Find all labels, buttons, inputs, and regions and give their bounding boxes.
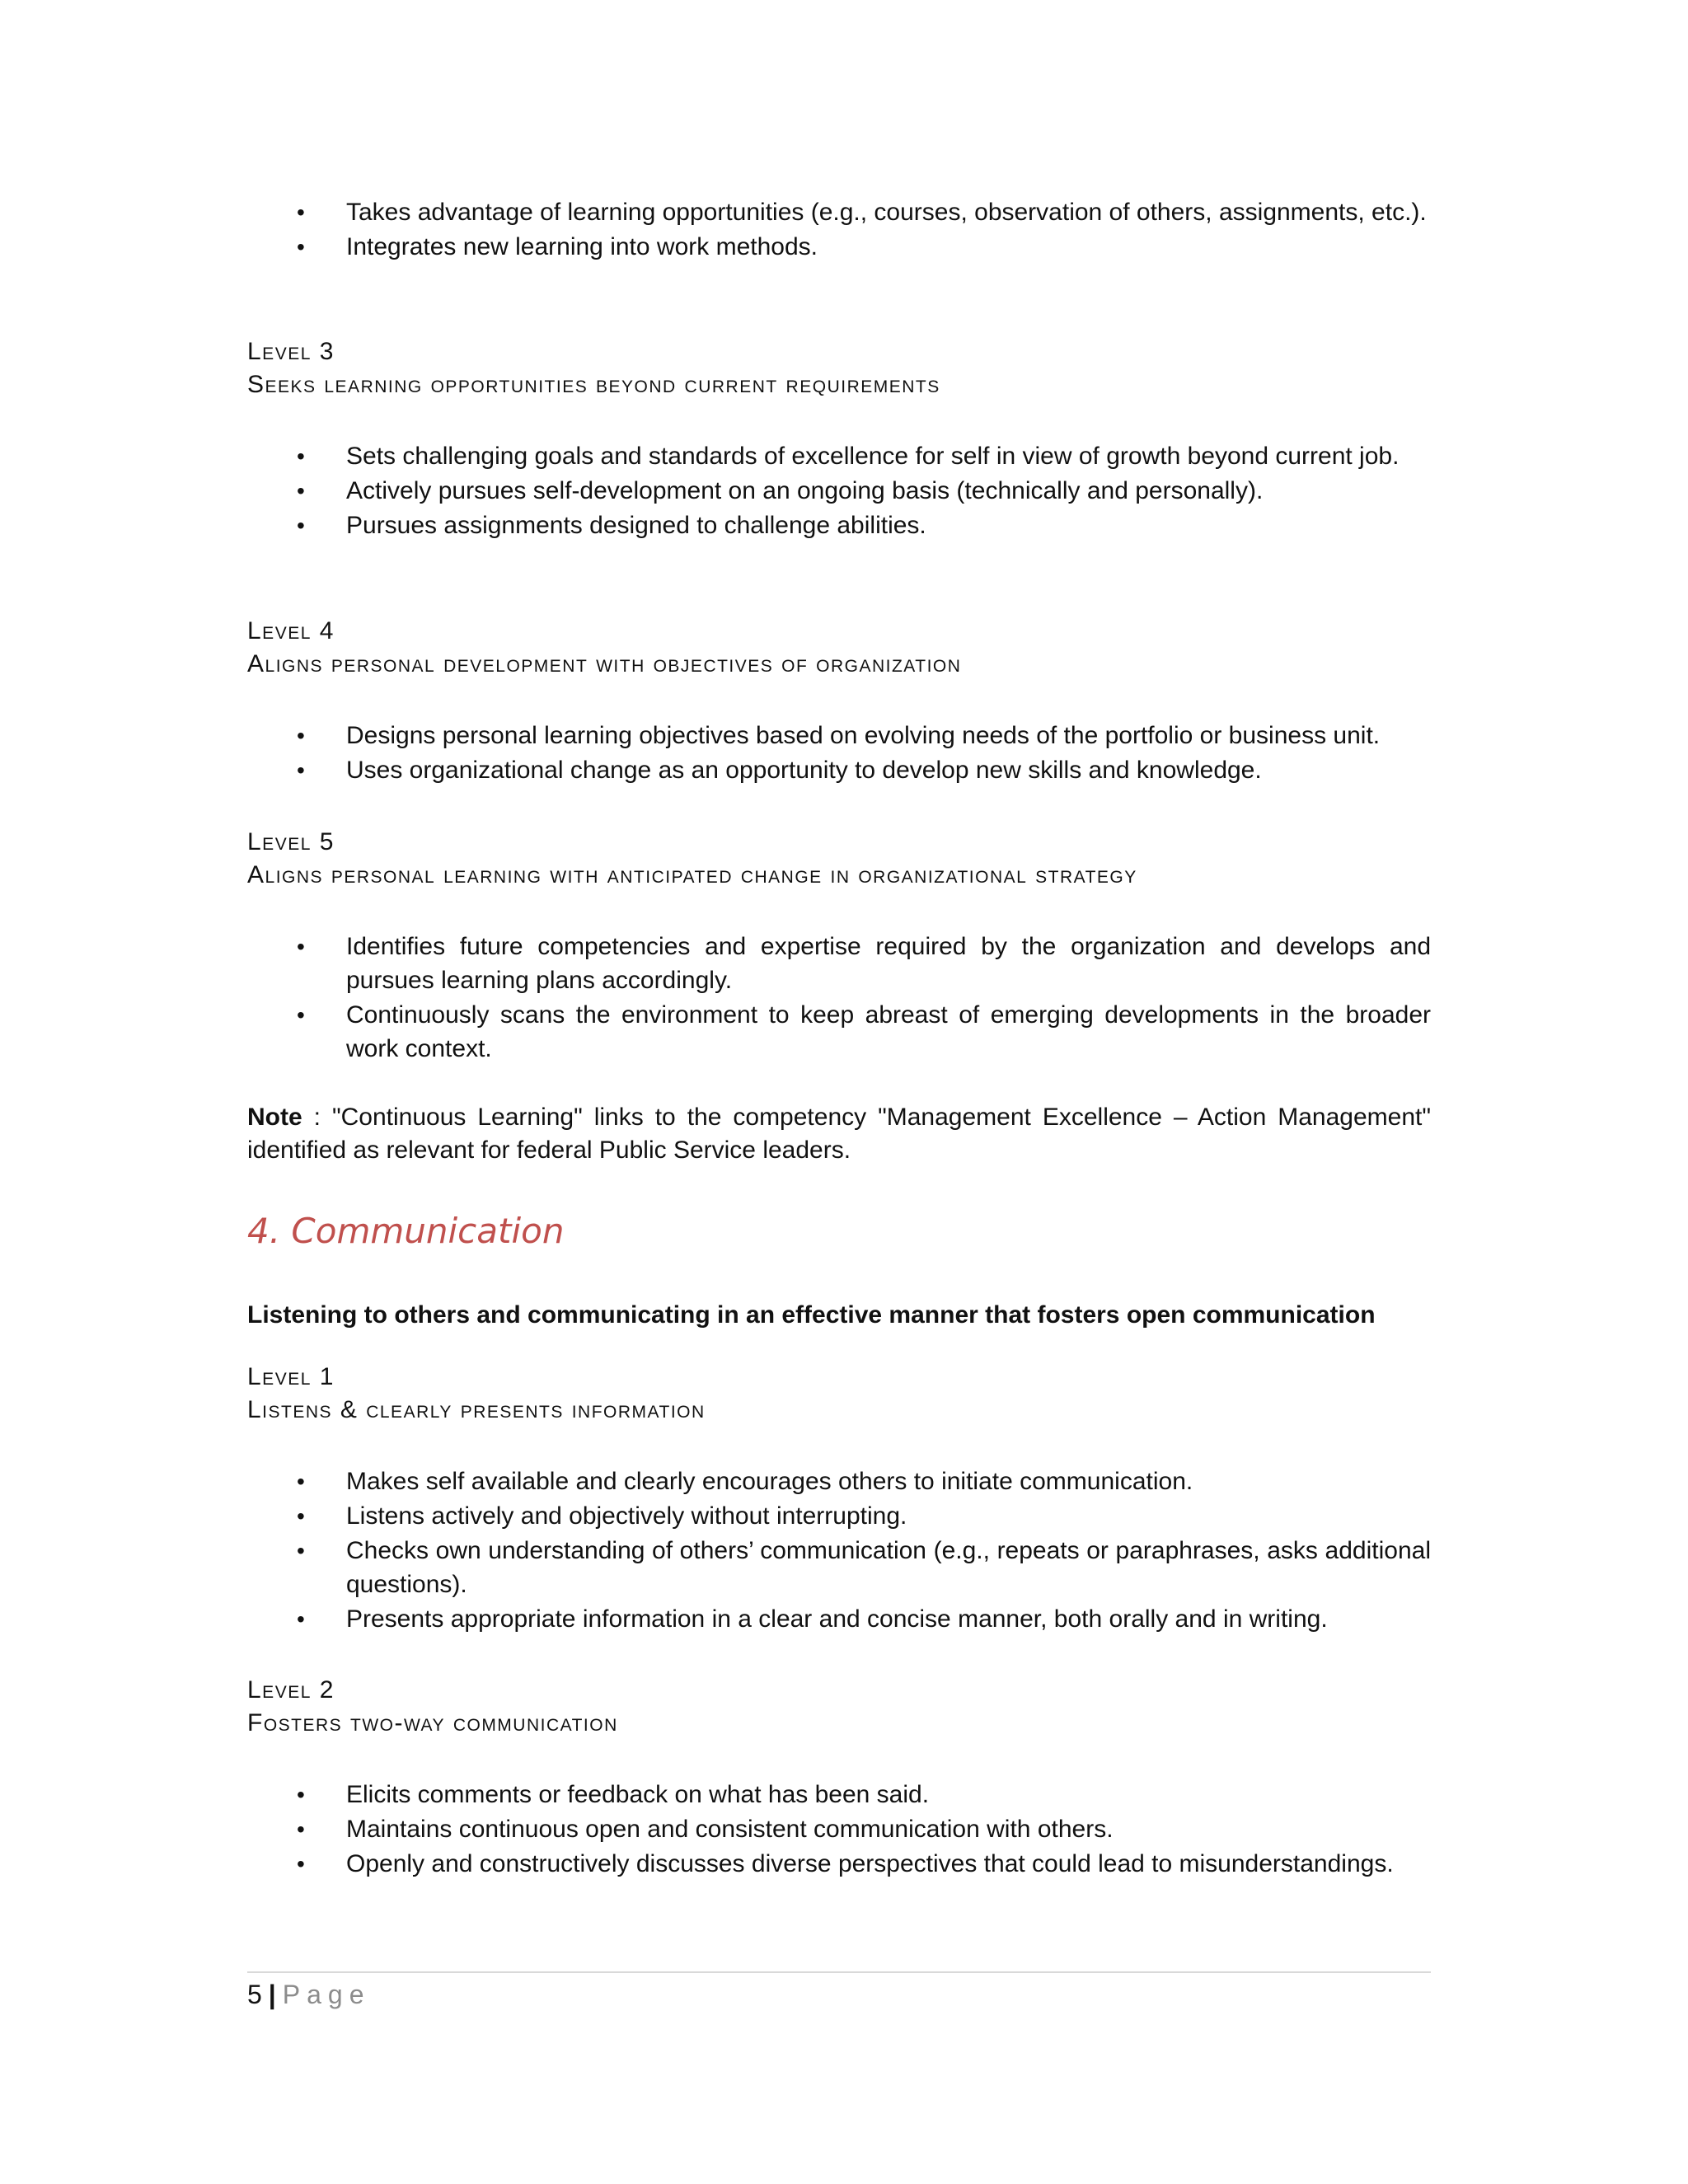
list-item: • Elicits comments or feedback on what has been said. [346,1778,1431,1811]
list-item: • Maintains continuous open and consistent communication with others. [346,1812,1431,1846]
level-4-heading [247,615,1431,681]
level-title: Fosters two-way communication [247,1709,618,1736]
list-item: • Pursues assignments designed to challenge abilities. [346,509,1431,542]
list-item: • Integrates new learning into work methods. [346,230,1431,264]
bullet-list-communication-level-1 [346,1465,1431,1637]
level-title: Seeks learning opportunities beyond current requirements [247,371,940,398]
page-footer [247,1976,370,2013]
bullet-list-level-5 [346,930,1431,1066]
list-item: • Uses organizational change as an opportunity to develop new skills and knowledge. [346,753,1431,787]
level-title: Listens & clearly presents information [247,1396,706,1423]
level-label: Level 2 [247,1676,335,1704]
list-item: • Openly and constructively discusses diverse perspectives that could lead to misunderstandings. [346,1847,1431,1881]
bullet-list-communication-level-2 [346,1778,1431,1882]
list-item: • Listens actively and objectively without interrupting. [346,1499,1431,1533]
communication-level-1-heading [247,1361,1431,1427]
footer-divider [247,1971,1431,1973]
note-text: : "Continuous Learning" links to the competency "Management Excellence – Action Management" identified as relevant for federal Public Service leaders. [247,1104,1431,1164]
note-label: Note [247,1104,302,1131]
page-word: Page [282,1980,371,2009]
level-title: Aligns personal learning with anticipated change in organizational strategy [247,861,1137,888]
section-heading: 4. Communication [247,1211,565,1251]
list-item: • Checks own understanding of others’ communication (e.g., repeats or paraphrases, asks additional questions). [346,1534,1431,1601]
list-item: • Takes advantage of learning opportunities (e.g., courses, observation of others, assignments, etc.). [346,195,1431,229]
list-item: • Identifies future competencies and expertise required by the organization and develops and pursues learning plans accordingly. [346,930,1431,997]
bullet-list-level-4 [346,719,1431,788]
section-subtitle: Listening to others and communicating in an effective manner that fosters open communication [247,1301,1376,1329]
list-item: • Designs personal learning objectives based on evolving needs of the portfolio or business unit. [346,719,1431,752]
list-item: • Makes self available and clearly encourages others to initiate communication. [346,1465,1431,1498]
bullet-list-top [346,195,1431,265]
note-paragraph [247,1101,1431,1167]
bullet-list-level-3 [346,439,1431,543]
list-item: • Actively pursues self-development on an ongoing basis (technically and personally). [346,474,1431,508]
list-item: • Sets challenging goals and standards of excellence for self in view of growth beyond current job. [346,439,1431,473]
list-item: • Presents appropriate information in a clear and concise manner, both orally and in writing. [346,1602,1431,1636]
page-number: 5 [247,1980,262,2009]
level-label: Level 1 [247,1363,335,1390]
level-label: Level 5 [247,828,335,855]
level-3-heading [247,335,1431,401]
footer-separator: | [268,1980,276,2009]
list-item: • Continuously scans the environment to keep abreast of emerging developments in the broader work context. [346,998,1431,1066]
level-label: Level 3 [247,338,335,365]
level-title: Aligns personal development with objectives of organization [247,650,962,677]
communication-level-2-heading [247,1674,1431,1740]
level-label: Level 4 [247,617,335,644]
level-5-heading [247,826,1431,892]
